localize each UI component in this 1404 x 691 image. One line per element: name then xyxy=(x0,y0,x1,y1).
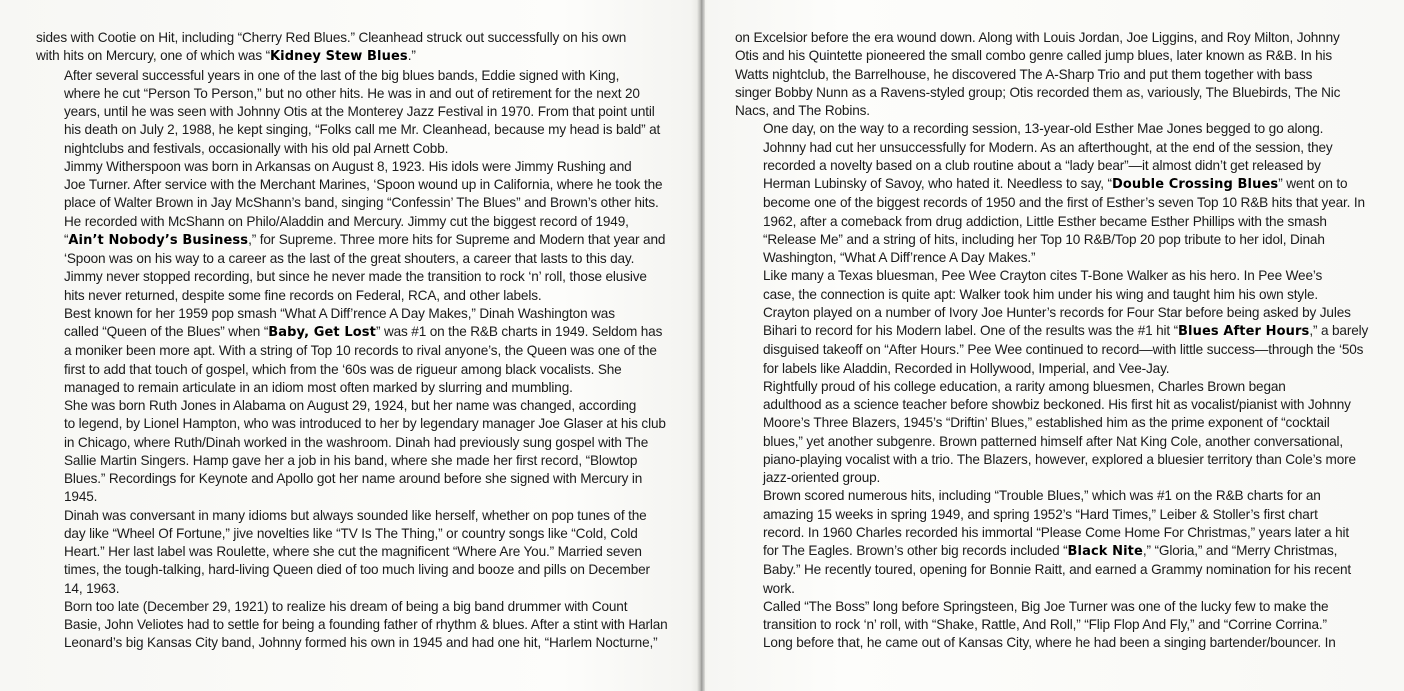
text-line xyxy=(36,323,663,342)
text-run: “Release Me” and a string of hits, including her Top 10 R&B/Top 20 pop tribute to her idol, Dinah xyxy=(763,231,1325,247)
text-run: first to add that touch of gospel, which from the ‘60s was de rigueur among black vocalists. She xyxy=(64,361,622,377)
text-run: for labels like Aladdin, Recorded in Hollywood, Imperial, and Vee-Jay. xyxy=(763,360,1170,376)
text-line xyxy=(36,47,654,66)
text-line xyxy=(735,414,1355,432)
text-run: case, the connection is quite apt: Walker took him under his wing and taught him his own style. xyxy=(763,286,1318,302)
song-title: Baby, Get Lost xyxy=(268,325,376,340)
text-run: She was born Ruth Jones in Alabama on August 29, 1924, but her name was changed, according xyxy=(64,398,637,413)
text-line xyxy=(36,268,654,286)
text-run: He recorded with McShann on Philo/Aladdin and Mercury. Jimmy cut the biggest record of 1949, xyxy=(64,213,629,229)
text-run: Best known for her 1959 pop smash “What A Diff’rence A Day Makes,” Dinah Washington was xyxy=(64,305,615,321)
text-run: place of Walter Brown in Jay McShann’s band, singing “Confessin’ The Blues” and Brown’s other hits. xyxy=(64,195,659,211)
text-run: ,” “Gloria,” and “Merry Christmas, xyxy=(1142,543,1338,558)
text-line xyxy=(735,433,1355,451)
text-line xyxy=(735,120,1355,138)
text-run: Basie, John Veliotes had to settle for being a founding father of rhythm & blues. After a stint with Harlan xyxy=(64,617,668,632)
text-run: “ xyxy=(64,231,69,247)
text-run: Blues.” Recordings for Keynote and Apollo got her name around before she signed with Mercury in xyxy=(64,471,643,486)
text-run: jazz-oriented group. xyxy=(763,470,881,485)
text-run: piano-playing vocalist with a trio. The Blazers, however, explored a bluesier territory than Cole’s more xyxy=(763,451,1356,467)
text-run: called “Queen of the Blues” when “ xyxy=(64,324,269,339)
text-line xyxy=(36,213,654,231)
text-line xyxy=(735,396,1355,414)
text-run: ” was #1 on the R&B charts in 1949. Seldom has xyxy=(375,324,663,339)
text-line xyxy=(36,452,654,470)
text-run: record. In 1960 Charles recorded his immortal “Please Come Home For Christmas,” years later a hit xyxy=(763,524,1350,540)
text-run: blues,” yet another subgenre. Brown patterned himself after Nat King Cole, another conversational, xyxy=(763,433,1343,449)
text-line xyxy=(735,304,1355,322)
text-run: work. xyxy=(763,580,795,596)
paragraph xyxy=(735,267,1369,378)
text-run: Moore’s Three Blazers, 1945’s “Driftin’ Blues,” established him as the prime exponent of “cocktail xyxy=(763,415,1330,431)
text-line xyxy=(735,580,1355,598)
text-run: recorded a novelty based on a club routine about a “lady bear”—it almost didn’t get released by xyxy=(763,157,1321,173)
text-line xyxy=(735,102,1355,120)
text-line xyxy=(36,250,654,268)
text-line xyxy=(735,506,1355,524)
text-line xyxy=(735,634,1355,652)
text-line xyxy=(735,249,1355,267)
page-gutter xyxy=(697,0,705,691)
text-line xyxy=(36,415,666,433)
text-run: hits never returned, despite some fine records on Federal, RCA, and other labels. xyxy=(64,287,542,303)
text-line xyxy=(735,524,1355,542)
text-line xyxy=(735,322,1369,341)
text-line xyxy=(735,157,1355,175)
paragraph xyxy=(735,634,1355,652)
text-line xyxy=(36,525,654,543)
text-line xyxy=(36,470,654,488)
text-run: adulthood as a science teacher before showbiz beckoned. His first hit as vocalist/pianist with Johnny xyxy=(763,397,1351,412)
text-run: amazing 15 weeks in spring 1949, and spring 1952’s “Hard Times,” Leiber & Stoller’s first chart xyxy=(763,506,1318,522)
text-line xyxy=(735,487,1355,505)
text-run: Crayton played on a number of Ivory Joe Hunter’s records for Four Star before being asked by Jules xyxy=(763,304,1351,320)
text-run: in Chicago, where Ruth/Dinah worked in the washroom. Dinah had previously sung gospel with The xyxy=(64,434,649,450)
text-run: ” went on to xyxy=(1278,176,1348,191)
text-line xyxy=(735,194,1365,212)
text-run: ,” a barely xyxy=(1309,323,1369,338)
text-run: Johnny had cut her unsuccessfully for Modern. As an afterthought, at the end of the session, they xyxy=(763,139,1333,155)
text-run: Jimmy never stopped recording, but since he never made the transition to rock ‘n’ roll, those elusive xyxy=(64,269,647,285)
text-line xyxy=(735,469,1355,487)
text-run: Otis and his Quintette pioneered the small combo genre called jump blues, later known as R&B. In his xyxy=(735,48,1333,64)
text-run: Born too late (December 29, 1921) to realize his dream of being a big band drummer with Count xyxy=(64,598,628,614)
text-line xyxy=(36,397,654,415)
text-line xyxy=(36,598,654,616)
text-run: to legend, by Lionel Hampton, who was introduced to her by legendary manager Joe Glaser at his club xyxy=(64,416,666,432)
text-line xyxy=(36,67,654,85)
text-run: his death on July 2, 1988, he kept singing, “Folks call me Mr. Cleanhead, because my head is bald” at xyxy=(64,122,661,138)
text-line xyxy=(36,29,654,47)
paragraph xyxy=(735,120,1365,267)
text-run: Heart.” Her last label was Roulette, where she cut the magnificent “Where Are You.” Married seven xyxy=(64,544,642,559)
paragraph xyxy=(735,378,1355,488)
text-run: become one of the biggest records of 1950 and the first of Esther’s seven Top 10 R&B hits that year. In xyxy=(763,195,1365,211)
paragraph xyxy=(735,598,1355,635)
text-line xyxy=(36,158,654,176)
text-line xyxy=(36,379,654,397)
text-line xyxy=(735,341,1364,359)
text-run: a moniker been more apt. With a string of Top 10 records to rival anyone’s, the Queen was one of the xyxy=(64,343,657,359)
text-line xyxy=(36,543,654,561)
text-run: for The Eagles. Brown’s other big records included “ xyxy=(763,543,1068,558)
text-line xyxy=(36,561,654,579)
text-line xyxy=(36,103,654,121)
text-run: Washington, “What A Diff’rence A Day Makes.” xyxy=(763,250,1036,265)
text-run: transition to rock ‘n’ roll, with “Shake, Rattle, And Roll,” “Flip Flop And Fly,” and “Corrine Corrina.” xyxy=(763,617,1327,632)
text-run: Brown scored numerous hits, including “Trouble Blues,” which was #1 on the R&B charts for an xyxy=(763,488,1321,504)
text-run: .” xyxy=(407,48,416,64)
text-line xyxy=(735,451,1355,469)
text-run: 1945. xyxy=(64,489,98,505)
text-run: sides with Cootie on Hit, including “Cherry Red Blues.” Cleanhead struck out successfully on his own xyxy=(36,30,627,45)
text-line xyxy=(735,139,1355,157)
text-run: Sallie Martin Singers. Hamp gave her a job in his band, where she made her first record, “Blowtop xyxy=(64,452,638,468)
text-line xyxy=(36,287,654,305)
text-line xyxy=(735,267,1355,285)
text-line xyxy=(735,66,1355,84)
text-run: After several successful years in one of the last of the big blues bands, Eddie signed with King, xyxy=(64,67,620,83)
text-run: Dinah was conversant in many idioms but always sounded like herself, whether on pop tunes of the xyxy=(64,507,647,523)
text-run: times, the tough-talking, hard-living Queen died of too much living and booze and pills on December xyxy=(64,562,650,578)
text-run: nightclubs and festivals, occasionally with his old pal Arnett Cobb. xyxy=(64,140,449,156)
text-line xyxy=(735,213,1355,231)
text-run: Called “The Boss” long before Springsteen, Big Joe Turner was one of the lucky few to make the xyxy=(763,598,1329,614)
paragraph xyxy=(36,397,666,507)
text-line xyxy=(36,231,666,250)
paragraph xyxy=(36,29,654,67)
text-line xyxy=(735,542,1355,561)
paragraph xyxy=(735,29,1355,120)
text-run: Like many a Texas bluesman, Pee Wee Crayton cites T-Bone Walker as his hero. In Pee Wee’s xyxy=(763,268,1323,284)
paragraph xyxy=(36,598,668,653)
text-run: managed to remain articulate in an idiom most often marked by slurring and mumbling. xyxy=(64,379,573,395)
song-title: Black Nite xyxy=(1067,544,1143,559)
text-run: 1962, after a comeback from drug addiction, Little Esther became Esther Phillips with the smash xyxy=(763,213,1327,229)
text-line xyxy=(36,580,654,598)
paragraph xyxy=(36,507,654,598)
text-run: Long before that, he came out of Kansas City, where he had been a singing bartender/bouncer. In xyxy=(763,635,1336,651)
right-page xyxy=(735,29,1369,653)
paragraph xyxy=(36,305,663,397)
text-run: Nacs, and The Robins. xyxy=(735,103,870,118)
text-run: Bihari to record for his Modern label. One of the results was the #1 hit “ xyxy=(763,323,1179,338)
text-line xyxy=(36,140,654,158)
text-line xyxy=(735,378,1355,396)
paragraph xyxy=(36,268,654,305)
text-line xyxy=(36,176,663,194)
paragraph xyxy=(36,67,661,158)
text-line xyxy=(36,488,654,506)
text-run: ,” for Supreme. Three more hits for Supreme and Modern that year and xyxy=(248,231,666,247)
text-line xyxy=(735,616,1355,634)
text-run: singer Bobby Nunn as a Ravens-styled group; Otis recorded them as, variously, The Bluebirds, The Nic xyxy=(735,84,1341,100)
text-run: Herman Lubinsky of Savoy, who hated it. Needless to say, “ xyxy=(763,176,1112,191)
text-line xyxy=(735,561,1355,579)
text-line xyxy=(36,434,654,452)
text-line xyxy=(36,85,654,103)
text-run: Rightfully proud of his college education, a rarity among bluesmen, Charles Brown began xyxy=(763,378,1286,394)
song-title: Blues After Hours xyxy=(1178,324,1310,339)
text-run: Baby.” He recently toured, opening for Bonnie Raitt, and earned a Grammy nomination for his recent xyxy=(763,562,1352,578)
text-run: with hits on Mercury, one of which was “ xyxy=(36,48,270,64)
text-line xyxy=(735,175,1355,194)
text-line xyxy=(36,634,658,652)
text-line xyxy=(36,507,654,525)
text-line xyxy=(36,616,668,634)
text-line xyxy=(735,84,1355,102)
text-line xyxy=(735,231,1355,249)
text-run: One day, on the way to a recording session, 13-year-old Esther Mae Jones begged to go along. xyxy=(763,121,1324,137)
text-run: years, until he was seen with Johnny Otis at the Monterey Jazz Festival in 1970. From that point until xyxy=(64,104,655,119)
text-run: day like “Wheel Of Fortune,” jive novelties like “TV Is The Thing,” or country songs like “Cold, Cold xyxy=(64,525,638,541)
text-run: Jimmy Witherspoon was born in Arkansas on August 8, 1923. His idols were Jimmy Rushing and xyxy=(64,158,632,174)
text-run: 14, 1963. xyxy=(64,580,120,596)
text-line xyxy=(36,121,661,139)
text-line xyxy=(735,598,1355,616)
text-line xyxy=(36,361,654,379)
text-run: ‘Spoon was on his way to a career as the last of the great shouters, a career that lasts to this day. xyxy=(64,251,635,266)
left-page xyxy=(36,29,668,653)
text-line xyxy=(36,194,659,212)
text-run: where he cut “Person To Person,” but no other hits. He was in and out of retirement for the next 20 xyxy=(64,85,640,101)
song-title: Kidney Stew Blues xyxy=(270,49,408,65)
text-run: Leonard’s big Kansas City band, Johnny formed his own in 1945 and had one hit, “Harlem Nocturne,” xyxy=(64,635,658,651)
text-line xyxy=(36,305,654,323)
text-line xyxy=(735,47,1355,65)
song-title: Ain’t Nobody’s Business xyxy=(68,232,249,248)
text-line xyxy=(735,286,1355,304)
song-title: Double Crossing Blues xyxy=(1111,177,1279,192)
paragraph xyxy=(36,158,666,269)
text-run: on Excelsior before the era wound down. Along with Louis Jordan, Joe Liggins, and Roy Milton, Johnny xyxy=(735,30,1340,45)
text-run: disguised takeoff on “After Hours.” Pee Wee continued to record—with little success—through the ‘50s xyxy=(763,342,1364,358)
paragraph xyxy=(735,487,1355,598)
text-line xyxy=(735,29,1355,47)
text-run: Joe Turner. After service with the Merchant Marines, ‘Spoon wound up in California, where he took the xyxy=(64,177,663,192)
text-line xyxy=(36,342,657,360)
text-run: Watts nightclub, the Barrelhouse, he discovered The A-Sharp Trio and put them together with bass xyxy=(735,66,1313,82)
text-line xyxy=(735,360,1355,378)
